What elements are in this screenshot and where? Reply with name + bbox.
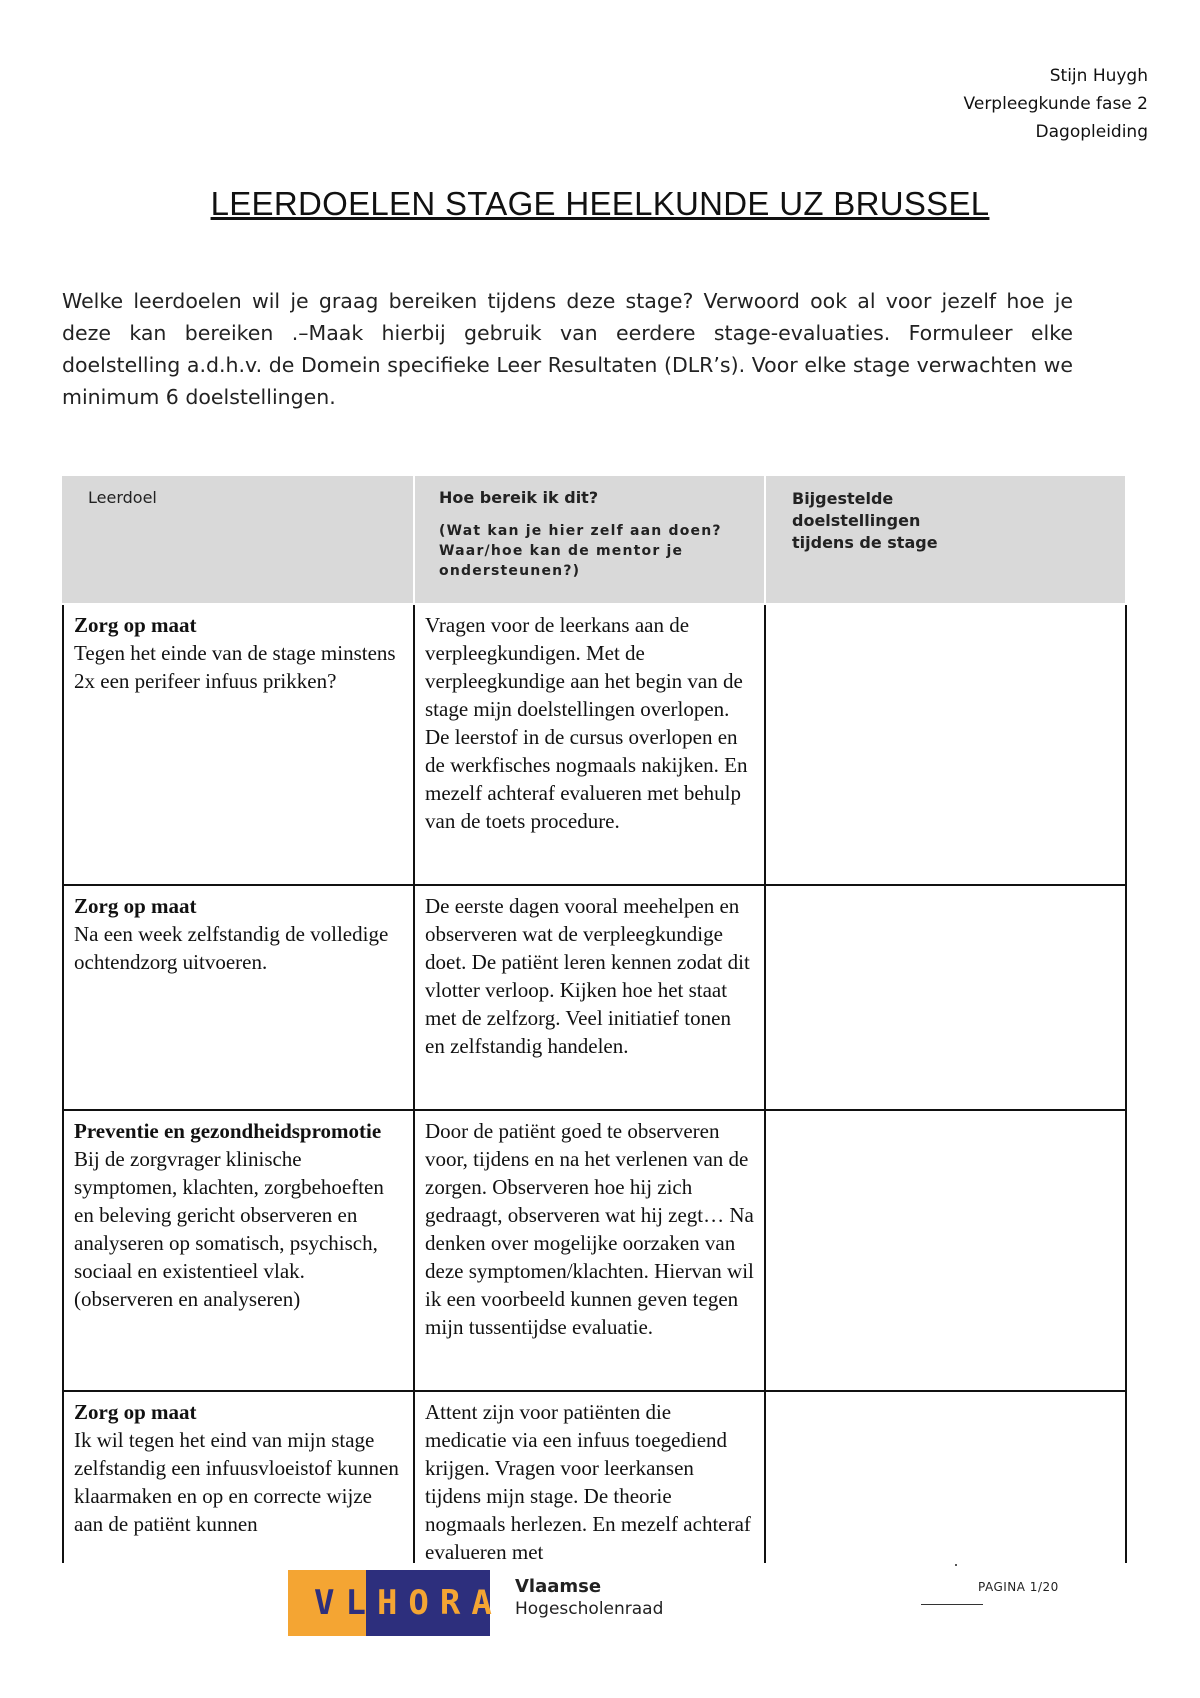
table-row <box>63 604 1126 885</box>
approach-cell: Door de patiënt goed te observeren voor, tijdens en na het verlenen van de zorgen. Observeren hoe hij zich gedraagt, observeren wat hij zegt… Na denken over mogelijke oorzaken van deze symptomen/klachten. Hiervan wil ik een voorbeeld kunnen geven tegen mijn tussentijdse evaluatie. <box>414 1110 765 1391</box>
approach-cell: De eerste dagen vooral meehelpen en observeren wat de verpleegkundige doet. De patiënt leren kennen zodat dit vlotter verloop. Kijken hoe het staat met de zelfzorg. Veel initiatief tonen en zelfstandig handelen. <box>414 885 765 1110</box>
goal-cell <box>63 885 414 1110</box>
author-name: Stijn Huygh <box>1049 66 1148 86</box>
logo-text-hora: HORA <box>376 1583 503 1623</box>
goal-text: Na een week zelfstandig de volledige ochtendzorg uitvoeren. <box>74 922 389 974</box>
intro-paragraph: Welke leerdoelen wil je graag bereiken tijdens deze stage? Verwoord ook al voor jezelf hoe je deze kan bereiken .–Maak hierbij gebruik van eerdere stage-evaluaties. Formuleer elke doelstelling a.d.h.v. de Domein specifieke Leer Resultaten (DLR’s). Voor elke stage verwachten we minimum 6 doelstellingen. <box>62 289 1073 409</box>
goal-cell <box>63 1110 414 1391</box>
header-leerdoel <box>63 475 414 604</box>
goals-table <box>62 474 1127 1563</box>
table-row <box>63 885 1126 1110</box>
page-title: LEERDOELEN STAGE HEELKUNDE UZ BRUSSEL <box>210 185 990 222</box>
footer-rule <box>921 1604 983 1605</box>
goal-text: Tegen het einde van de stage minstens 2x een perifeer infuus prikken? <box>74 641 396 693</box>
header-leerdoel-label: Leerdoel <box>88 488 157 507</box>
goal-cell <box>63 1391 414 1563</box>
header-bijgestelde <box>765 475 1126 604</box>
council-name <box>515 1576 663 1620</box>
goal-category: Zorg op maat <box>74 894 197 918</box>
goal-cell <box>63 604 414 885</box>
council-line-1: Vlaamse <box>515 1576 602 1597</box>
header-hoe-label: Hoe bereik ik dit? <box>439 488 599 507</box>
header-hoe-sub: (Wat kan je hier zelf aan doen? Waar/hoe kan de mentor je ondersteunen?) <box>439 523 722 579</box>
council-line-2: Hogescholenraad <box>515 1599 664 1619</box>
page-number: PAGINA 1/20 <box>978 1580 1059 1594</box>
logo-wordmark <box>288 1570 503 1636</box>
goal-text: Ik wil tegen het eind van mijn stage zelfstandig een infuusvloeistof kunnen klaarmaken en op en correcte wijze aan de patiënt kunnen <box>74 1428 399 1536</box>
goal-text: Bij de zorgvrager klinische symptomen, klachten, zorgbehoeften en beleving gericht observeren en analyseren op somatisch, psychisch, sociaal en existentieel vlak. (observeren en analyseren) <box>74 1147 384 1311</box>
table-row <box>63 1110 1126 1391</box>
adjusted-cell[interactable] <box>765 1391 1126 1563</box>
adjusted-cell[interactable] <box>765 1110 1126 1391</box>
approach-cell: Vragen voor de leerkans aan de verpleegkundigen. Met de verpleegkundige aan het begin van de stage mijn doelstellingen overlopen. De leerstof in de cursus overlopen en de werkfisches nogmaals nakijken. En mezelf achteraf evalueren met behulp van de toets procedure. <box>414 604 765 885</box>
author-mode: Dagopleiding <box>1035 122 1148 142</box>
goal-category: Zorg op maat <box>74 613 197 637</box>
approach-cell: Attent zijn voor patiënten die medicatie via een infuus toegediend krijgen. Vragen voor leerkansen tijdens mijn stage. De theorie nogmaals herlezen. En mezelf achteraf evalueren met <box>414 1391 765 1563</box>
goal-category: Preventie en gezondheidspromotie <box>74 1119 382 1143</box>
table-row <box>63 1391 1126 1563</box>
vlhora-logo <box>288 1570 503 1636</box>
adjusted-cell[interactable] <box>765 885 1126 1110</box>
header-bijgestelde-label: Bijgestelde doelstellingen tijdens de stage <box>792 489 938 552</box>
header-hoe <box>414 475 765 604</box>
logo-text-vl: VL <box>314 1583 377 1623</box>
table-header-row <box>63 475 1126 604</box>
footer-tick <box>955 1564 957 1566</box>
author-program: Verpleegkunde fase 2 <box>963 94 1148 114</box>
adjusted-cell[interactable] <box>765 604 1126 885</box>
goal-category: Zorg op maat <box>74 1400 197 1424</box>
